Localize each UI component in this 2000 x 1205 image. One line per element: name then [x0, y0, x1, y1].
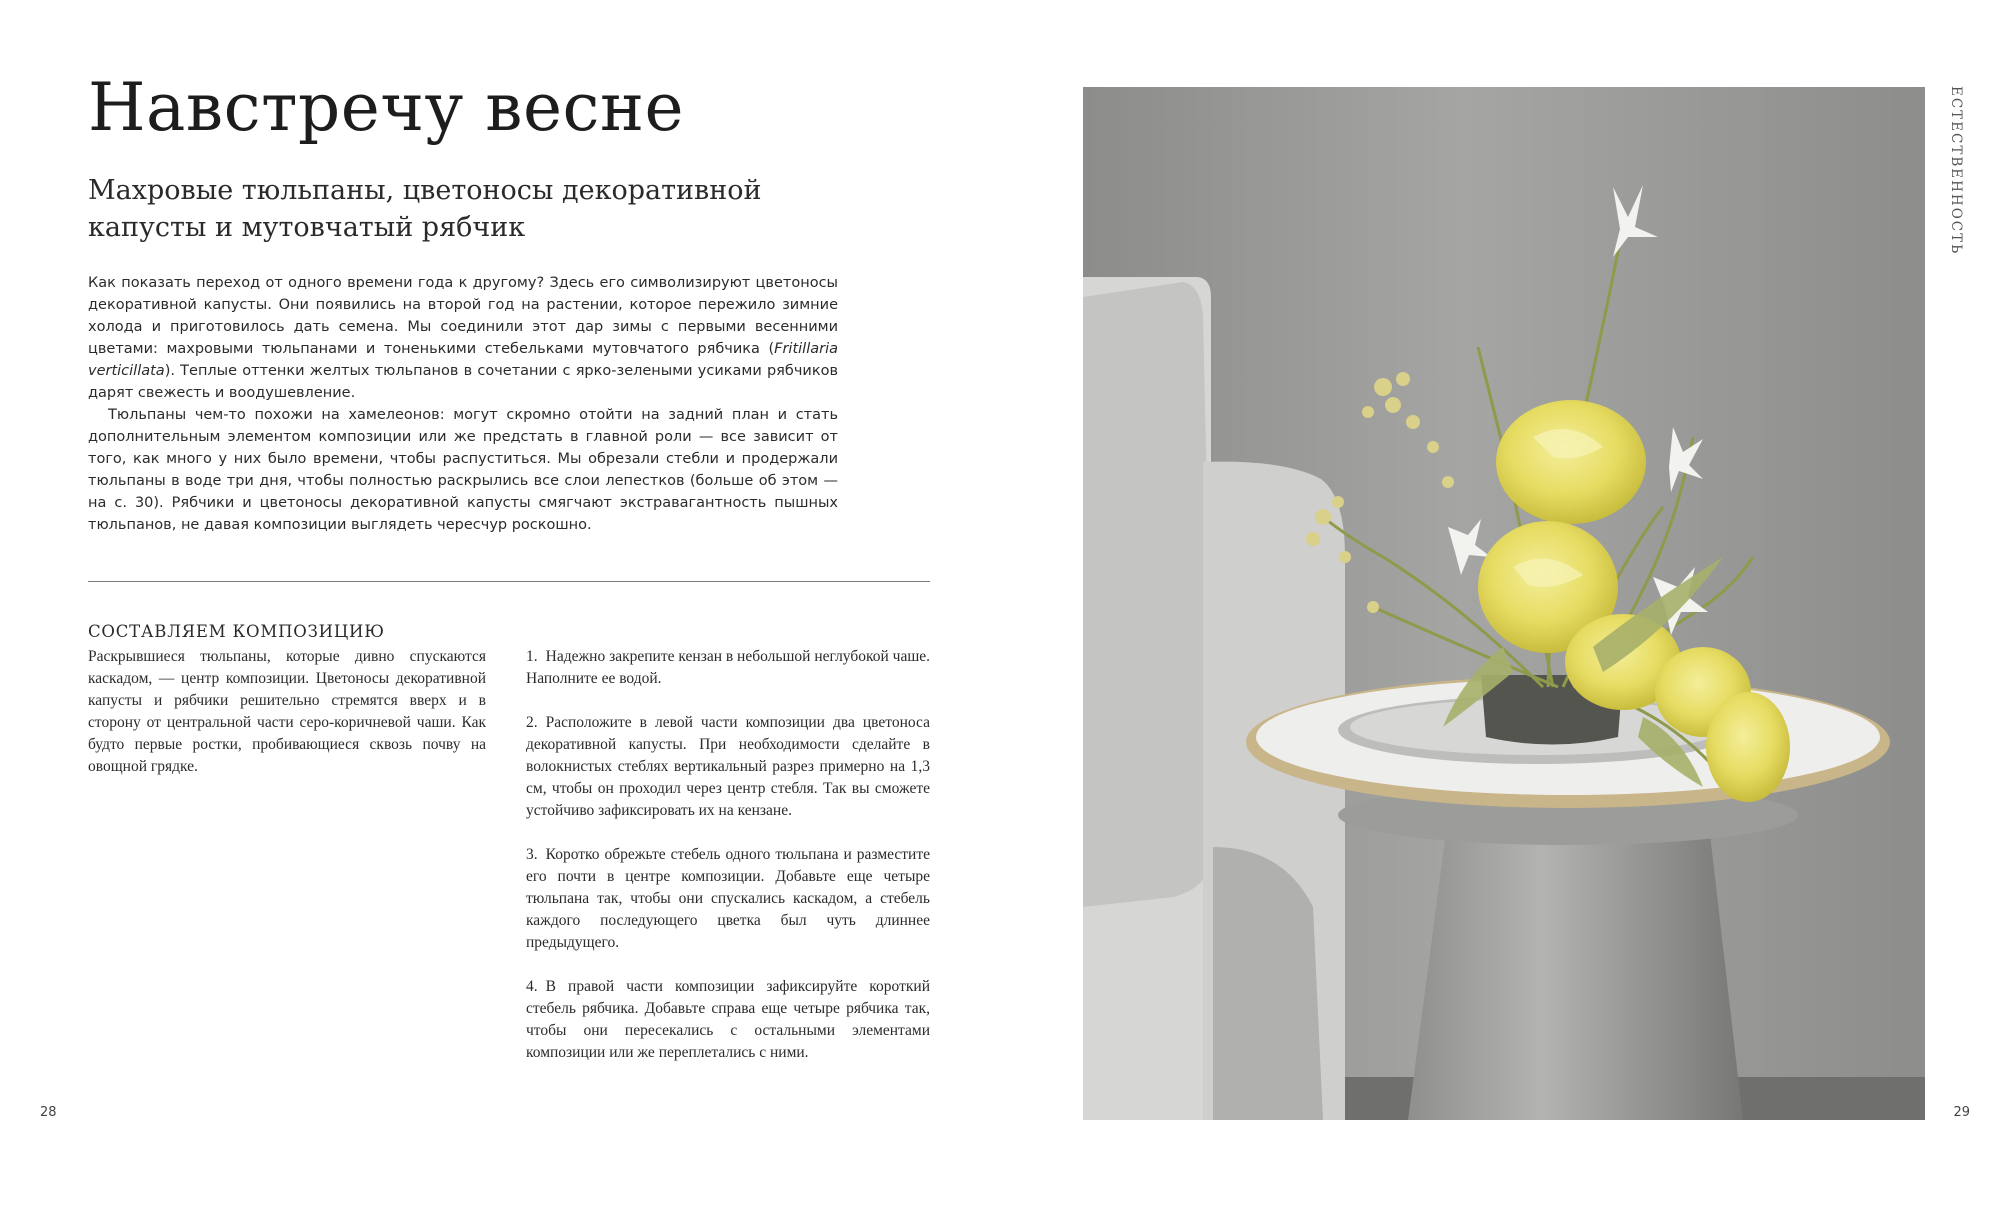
- steps-list: [526, 646, 930, 1086]
- sofa-cushion: [1083, 282, 1215, 907]
- step-number: 1.: [526, 648, 538, 665]
- step-item: [526, 976, 930, 1064]
- latin-name: Fritillaria verticillata: [88, 341, 838, 379]
- step-text: Расположите в левой части композиции два цветоноса декоративной капусты. При необходимости сделайте в волокнистых стеблях вертикальный разрез примерно на 1,3 см, чтобы он проходил через центр стебля. Так вы сможете устойчиво зафиксировать их на кензане.: [526, 714, 930, 819]
- intro-p1-start: Как показать переход от одного времени года к другому? Здесь его символизируют цветоносы декоративной капусты. Они появились на второй год на растении, которое пережило зимние холода и приготовилось дать семена. Мы соединили этот дар зимы с первыми весенними цветами: махровыми тюльпанами и тоненькими стебельками мутовчатого рябчика (: [88, 275, 838, 357]
- intro-paragraph-1: [88, 272, 838, 404]
- flower-arrangement-photo: [1083, 87, 1925, 1120]
- intro-p1-end: ). Теплые оттенки желтых тюльпанов в сочетании с ярко-зелеными усиками рябчиков дарят свежесть и воодушевление.: [88, 363, 838, 401]
- page-number-left: 28: [40, 1105, 57, 1120]
- step-item: [526, 712, 930, 822]
- pedestal: [1408, 817, 1743, 1120]
- step-number: 3.: [526, 846, 538, 863]
- step-item: [526, 646, 930, 690]
- composition-description: Раскрывшиеся тюльпаны, которые дивно спускаются каскадом, — центр композиции. Цветоносы декоративной капусты и рябчики решительно стремятся вверх и в сторону от центральной части серо-коричневой чаши. Как будто первые ростки, пробивающиеся сквозь почву на овощной грядке.: [88, 648, 486, 775]
- section-divider: [88, 581, 930, 582]
- page-subtitle: Махровые тюльпаны, цветоносы декоративной капусты и мутовчатый рябчик: [88, 175, 762, 243]
- page-title: Навстречу весне: [88, 69, 685, 146]
- step-text: Надежно закрепите кензан в небольшой неглубокой чаше. Наполните ее водой.: [526, 648, 931, 687]
- section-heading: СОСТАВЛЯЕМ КОМПОЗИЦИЮ: [88, 622, 385, 641]
- intro-text: [88, 272, 838, 536]
- step-text: В правой части композиции зафиксируйте короткий стебель рябчика. Добавьте справа еще четыре рябчика так, чтобы они пересекались с остальными элементами композиции или же переплетались с ними.: [526, 978, 930, 1061]
- step-item: [526, 844, 930, 954]
- intro-paragraph-2: Тюльпаны чем-то похожи на хамелеонов: могут скромно отойти на задний план и стать дополнительным элементом композиции или же предстать в главной роли — все зависит от того, как много у них было времени, чтобы распуститься. Мы обрезали стебли и продержали тюльпаны в воде три дня, чтобы полностью раскрылись все слои лепестков (больше об этом — на с. 30). Рябчики и цветоносы декоративной капусты смягчают экстравагантность пышных тюльпанов, не давая композиции выглядеть чересчур роскошно.: [88, 407, 838, 533]
- step-number: 2.: [526, 714, 538, 731]
- section-side-label: ЕСТЕСТВЕННОСТЬ: [1948, 86, 1964, 256]
- step-number: 4.: [526, 978, 538, 995]
- step-text: Коротко обрежьте стебель одного тюльпана и разместите его почти в центре композиции. Добавьте еще четыре тюльпана так, чтобы они спускались каскадом, а стебель каждого последующего цветка был чуть длиннее предыдущего.: [526, 846, 930, 951]
- page-number-right: 29: [1953, 1105, 1970, 1120]
- photo-illustration: [1083, 87, 1925, 1120]
